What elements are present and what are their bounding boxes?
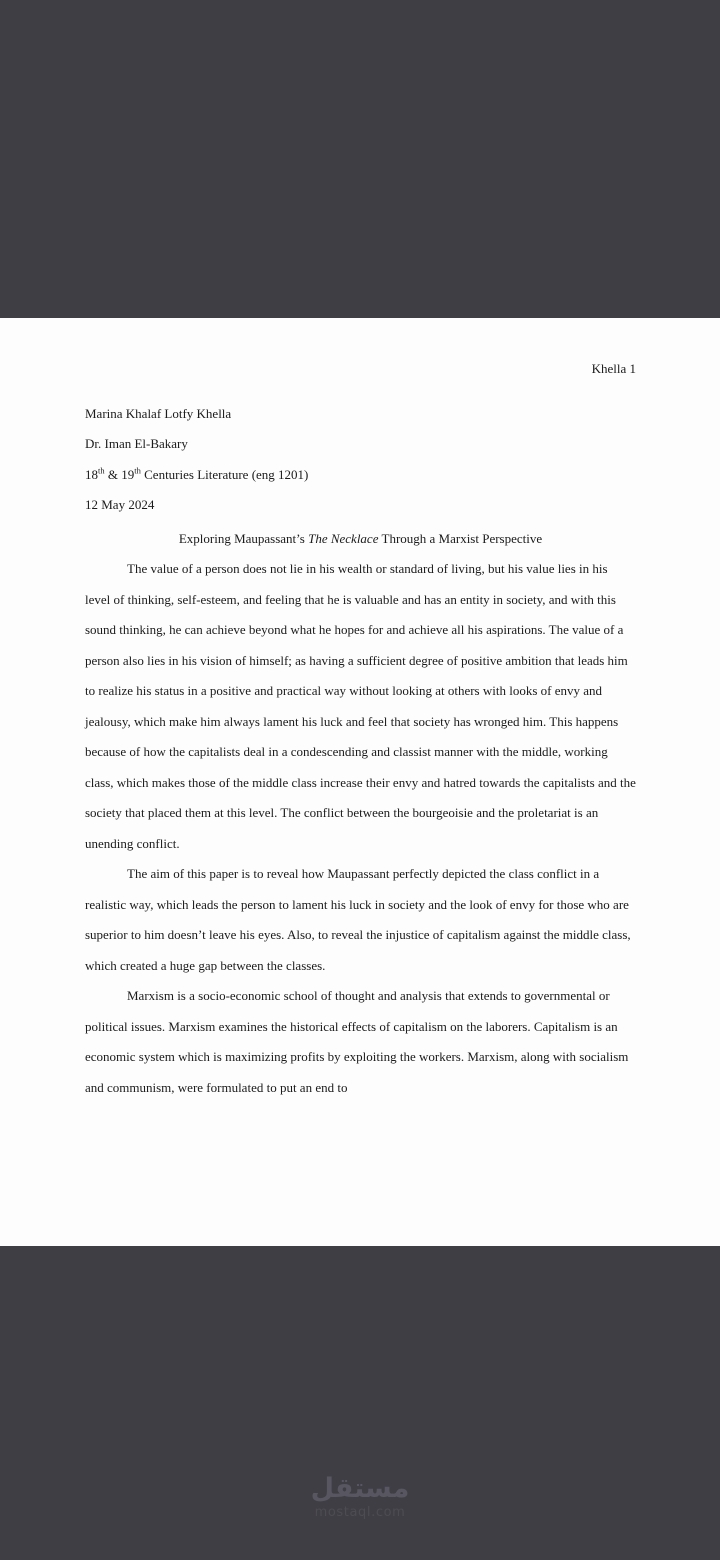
instructor-name: Dr. Iman El-Bakary — [85, 436, 188, 451]
essay-title-work: The Necklace — [308, 530, 379, 546]
course-part-1: 18 — [85, 466, 98, 482]
course-part-3: Centuries Literature (eng 1201) — [140, 466, 309, 482]
mla-heading — [85, 399, 636, 521]
top-letterbox — [0, 0, 720, 318]
document-page — [0, 318, 720, 1246]
course-superscript-1: th — [98, 465, 105, 476]
essay-title-pre: Exploring Maupassant’s — [178, 530, 309, 546]
date-line: 12 May 2024 — [85, 497, 155, 512]
essay-title — [85, 524, 636, 555]
body-paragraph-2: The aim of this paper is to reveal how Maupassant perfectly depicted the class conflict in a realistic way, which leads the person to lament his luck in society and the look of envy for those who are superior to him doesn’t leave his eyes. Also, to reveal the injustice of capitalism against the middle class, which created a huge gap between the classes. — [85, 866, 631, 973]
course-line — [85, 460, 636, 491]
page-header — [85, 354, 636, 385]
mostaql-watermark — [0, 1474, 720, 1521]
student-name: Marina Khalaf Lotfy Khella — [85, 405, 232, 421]
body-paragraph-3: Marxism is a socio-economic school of thought and analysis that extends to governmental or political issues. Marxism examines the historical effects of capitalism on the laborers. Capitalism is an economic system which is maximizing profits by exploiting the workers. Marxism, along with socialism and communism, were formulated to put an end to — [85, 988, 629, 1095]
body-paragraph-1: The value of a person does not lie in his wealth or standard of living, but his value lies in his level of thinking, self-esteem, and feeling that he is valuable and has an entity in society, and with this sound thinking, he can achieve beyond what he hopes for and achieve all his aspirations. The value of a person also lies in his vision of himself; as having a sufficient degree of positive ambition that leads him to realize his status in a positive and practical way without looking at others with looks of envy and jealousy, which make him always lament his luck and feel that society has wronged him. This happens because of how the capitalists deal in a condescending and classist manner with the middle, working class, which makes those of the middle class increase their envy and hatred towards the capitalists and the society that placed them at this level. The conflict between the bourgeoisie and the proletariat is an unending conflict. — [85, 561, 636, 851]
course-part-2: & 19 — [104, 466, 135, 482]
page-number: Khella 1 — [591, 361, 636, 376]
mostaql-logo-arabic: مستقل — [310, 1473, 410, 1504]
course-superscript-2: th — [134, 465, 141, 476]
essay-title-post: Through a Marxist Perspective — [378, 530, 543, 546]
mostaql-domain: mostaql.com — [314, 1505, 406, 1520]
